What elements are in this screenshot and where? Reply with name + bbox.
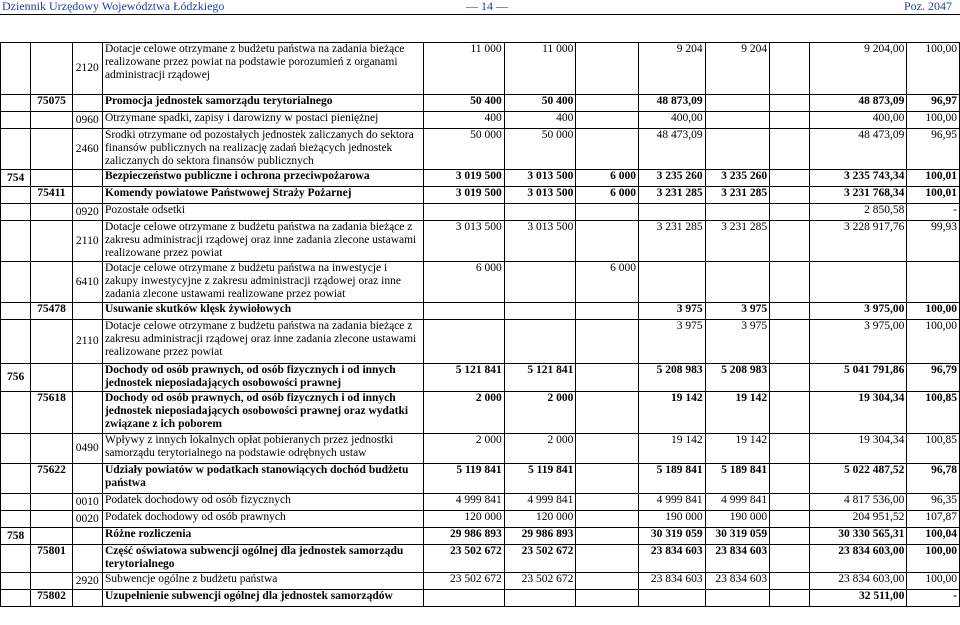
value-cell: 9 204 <box>638 43 705 95</box>
value-cell: 9 204,00 <box>809 43 907 95</box>
value-cell: 120 000 <box>504 511 576 528</box>
value-cell: 4 817 536,00 <box>809 494 907 511</box>
value-cell: 4 999 841 <box>638 494 705 511</box>
value-cell <box>705 590 770 607</box>
value-cell: 3 975 <box>705 320 770 364</box>
description-cell: Subwencje ogólne z budżetu państwa <box>102 573 423 590</box>
value-cell: 100,00 <box>907 43 960 95</box>
chapter-code <box>31 221 72 262</box>
paragraph-code: 0920 <box>72 204 102 221</box>
value-cell: 3 013 500 <box>423 221 504 262</box>
value-cell <box>576 494 639 511</box>
value-cell <box>705 112 770 129</box>
paragraph-code: 2110 <box>72 221 102 262</box>
chapter-code <box>31 573 72 590</box>
value-cell: 23 834 603 <box>638 545 705 573</box>
value-cell: 19 142 <box>638 434 705 464</box>
paragraph-code <box>72 392 102 434</box>
chapter-code <box>31 112 72 129</box>
table-row <box>1 112 960 129</box>
value-cell <box>504 303 576 320</box>
paragraph-code <box>72 545 102 573</box>
journal-title: Dziennik Urzędowy Województwa Łódzkiego <box>2 0 225 13</box>
table-row <box>1 528 960 545</box>
value-cell: 5 119 841 <box>504 464 576 494</box>
section-code <box>1 303 31 320</box>
value-cell: 48 873,09 <box>638 95 705 112</box>
value-cell <box>576 364 639 392</box>
table-row <box>1 392 960 434</box>
chapter-code: 75618 <box>31 392 72 434</box>
value-cell: 190 000 <box>638 511 705 528</box>
value-cell: 3 013 500 <box>504 187 576 204</box>
chapter-code <box>31 364 72 392</box>
chapter-code <box>31 434 72 464</box>
page-header <box>0 0 960 14</box>
description-cell: Dotacje celowe otrzymane z budżetu państwa na zadania bieżące realizowane przez powiat na podstawie porozumień z organami administracji rządowej <box>102 43 423 95</box>
value-cell: 6 000 <box>423 262 504 303</box>
value-cell: 96,79 <box>907 364 960 392</box>
section-code <box>1 434 31 464</box>
chapter-code <box>31 43 72 95</box>
value-cell: 19 142 <box>638 392 705 434</box>
value-cell: 50 000 <box>504 129 576 170</box>
paragraph-code: 2120 <box>72 43 102 95</box>
value-cell <box>576 573 639 590</box>
value-cell: 9 204 <box>705 43 770 95</box>
paragraph-code: 6410 <box>72 262 102 303</box>
value-cell: 6 000 <box>576 262 639 303</box>
value-cell <box>770 464 809 494</box>
description-cell: Dochody od osób prawnych, od osób fizycznych i od innych jednostek nieposiadających osobowości prawnej <box>102 364 423 392</box>
value-cell: 2 000 <box>423 434 504 464</box>
value-cell: 4 999 841 <box>705 494 770 511</box>
value-cell: 5 208 983 <box>638 364 705 392</box>
paragraph-code: 0010 <box>72 494 102 511</box>
value-cell: 50 000 <box>423 129 504 170</box>
description-cell: Otrzymane spadki, zapisy i darowizny w postaci pieniężnej <box>102 112 423 129</box>
value-cell: 100,00 <box>907 573 960 590</box>
description-cell: Podatek dochodowy od osób prawnych <box>102 511 423 528</box>
value-cell: 19 142 <box>705 434 770 464</box>
value-cell: 3 013 500 <box>504 221 576 262</box>
value-cell: 100,00 <box>907 112 960 129</box>
description-cell: Promocja jednostek samorządu terytorialnego <box>102 95 423 112</box>
value-cell <box>705 262 770 303</box>
value-cell: 5 022 487,52 <box>809 464 907 494</box>
paragraph-code <box>72 364 102 392</box>
value-cell: 2 000 <box>504 434 576 464</box>
paragraph-code <box>72 303 102 320</box>
table-row <box>1 545 960 573</box>
value-cell: 19 304,34 <box>809 434 907 464</box>
table-row <box>1 494 960 511</box>
value-cell <box>576 434 639 464</box>
value-cell <box>504 262 576 303</box>
value-cell: 30 319 059 <box>705 528 770 545</box>
value-cell: 3 235 260 <box>638 170 705 187</box>
description-cell: Wpływy z innych lokalnych opłat pobieranych przez jednostki samorządu terytorialnego na podstawie odrębnych ustaw <box>102 434 423 464</box>
paragraph-code: 0020 <box>72 511 102 528</box>
description-cell: Dotacje celowe otrzymane z budżetu państwa na zadania bieżące z zakresu administracji rządowej oraz inne zadania zlecone ustawami realizowane przez powiat <box>102 221 423 262</box>
description-cell: Różne rozliczenia <box>102 528 423 545</box>
section-code <box>1 129 31 170</box>
description-cell: Dotacje celowe otrzymane z budżetu państwa na zadania bieżące z zakresu administracji rządowej oraz inne zadania zlecone ustawami realizowane przez powiat <box>102 320 423 364</box>
chapter-code: 75075 <box>31 95 72 112</box>
chapter-code <box>31 204 72 221</box>
table-body <box>1 43 960 607</box>
chapter-code: 75411 <box>31 187 72 204</box>
paragraph-code <box>72 590 102 607</box>
section-code <box>1 221 31 262</box>
paragraph-code <box>72 95 102 112</box>
value-cell: 100,01 <box>907 170 960 187</box>
value-cell <box>770 392 809 434</box>
value-cell <box>770 204 809 221</box>
value-cell: 204 951,52 <box>809 511 907 528</box>
value-cell <box>770 129 809 170</box>
table-row <box>1 464 960 494</box>
value-cell: 3 231 768,34 <box>809 187 907 204</box>
value-cell <box>770 95 809 112</box>
value-cell: 23 502 672 <box>423 545 504 573</box>
value-cell: 5 121 841 <box>504 364 576 392</box>
section-code <box>1 187 31 204</box>
value-cell <box>770 545 809 573</box>
description-cell: Środki otrzymane od pozostałych jednostek zaliczanych do sektora finansów publicznych na realizację zadań bieżących jednostek zaliczanych do sektora finansów publicznych <box>102 129 423 170</box>
table-row <box>1 95 960 112</box>
value-cell <box>770 434 809 464</box>
paragraph-code: 2110 <box>72 320 102 364</box>
value-cell <box>576 392 639 434</box>
description-cell: Dotacje celowe otrzymane z budżetu państwa na inwestycje i zakupy inwestycyjne z zakresu administracji rządowej oraz inne zadania zlecone ustawami realizowane przez powiat <box>102 262 423 303</box>
value-cell: 4 999 841 <box>504 494 576 511</box>
table-row <box>1 364 960 392</box>
description-cell: Usuwanie skutków klęsk żywiołowych <box>102 303 423 320</box>
value-cell <box>770 590 809 607</box>
value-cell <box>576 590 639 607</box>
value-cell: 3 975,00 <box>809 303 907 320</box>
value-cell <box>576 221 639 262</box>
chapter-code: 75622 <box>31 464 72 494</box>
section-code: 754 <box>1 170 31 187</box>
section-code <box>1 464 31 494</box>
description-cell: Bezpieczeństwo publiczne i ochrona przeciwpożarowa <box>102 170 423 187</box>
section-code <box>1 262 31 303</box>
value-cell <box>770 528 809 545</box>
section-code <box>1 392 31 434</box>
value-cell <box>504 590 576 607</box>
value-cell: 4 999 841 <box>423 494 504 511</box>
page-number: — 14 — <box>466 0 508 13</box>
value-cell: 19 304,34 <box>809 392 907 434</box>
value-cell: 5 189 841 <box>638 464 705 494</box>
description-cell: Udziały powiatów w podatkach stanowiących dochód budżetu państwa <box>102 464 423 494</box>
section-code <box>1 494 31 511</box>
section-code: 758 <box>1 528 31 545</box>
value-cell <box>705 95 770 112</box>
value-cell <box>576 204 639 221</box>
section-code <box>1 590 31 607</box>
value-cell <box>638 262 705 303</box>
value-cell <box>576 303 639 320</box>
table-row <box>1 573 960 590</box>
table-row <box>1 170 960 187</box>
value-cell <box>638 590 705 607</box>
value-cell: 3 235 260 <box>705 170 770 187</box>
section-code <box>1 43 31 95</box>
value-cell <box>770 112 809 129</box>
budget-table <box>0 42 960 607</box>
value-cell <box>423 320 504 364</box>
table-row <box>1 204 960 221</box>
value-cell <box>770 170 809 187</box>
chapter-code <box>31 320 72 364</box>
value-cell <box>907 262 960 303</box>
value-cell: 23 834 603,00 <box>809 573 907 590</box>
value-cell: 100,00 <box>907 303 960 320</box>
value-cell <box>770 320 809 364</box>
value-cell: - <box>907 590 960 607</box>
value-cell: 3 231 285 <box>638 187 705 204</box>
value-cell: 23 502 672 <box>504 573 576 590</box>
value-cell: 48 873,09 <box>809 95 907 112</box>
section-code <box>1 95 31 112</box>
chapter-code <box>31 129 72 170</box>
value-cell <box>638 204 705 221</box>
value-cell: 400,00 <box>638 112 705 129</box>
value-cell: 3 231 285 <box>638 221 705 262</box>
chapter-code: 75801 <box>31 545 72 573</box>
value-cell: 3 235 743,34 <box>809 170 907 187</box>
value-cell <box>770 43 809 95</box>
value-cell: 3 231 285 <box>705 187 770 204</box>
value-cell <box>423 303 504 320</box>
value-cell: 32 511,00 <box>809 590 907 607</box>
position-number: Poz. 2047 <box>904 0 952 13</box>
value-cell: 30 319 059 <box>638 528 705 545</box>
table-row <box>1 129 960 170</box>
value-cell: 19 142 <box>705 392 770 434</box>
value-cell: 29 986 893 <box>504 528 576 545</box>
value-cell: 48 473,09 <box>809 129 907 170</box>
value-cell <box>504 204 576 221</box>
value-cell: 50 400 <box>504 95 576 112</box>
value-cell: 3 975 <box>638 303 705 320</box>
value-cell: 2 850,58 <box>809 204 907 221</box>
value-cell: 6 000 <box>576 187 639 204</box>
value-cell: 30 330 565,31 <box>809 528 907 545</box>
value-cell <box>809 262 907 303</box>
section-code: 756 <box>1 364 31 392</box>
value-cell: 23 834 603 <box>705 545 770 573</box>
value-cell: 96,78 <box>907 464 960 494</box>
table-row <box>1 187 960 204</box>
description-cell: Uzupełnienie subwencji ogólnej dla jednostek samorządów <box>102 590 423 607</box>
value-cell: 3 975,00 <box>809 320 907 364</box>
value-cell <box>576 511 639 528</box>
value-cell <box>576 129 639 170</box>
value-cell: 190 000 <box>705 511 770 528</box>
value-cell <box>770 511 809 528</box>
value-cell <box>705 129 770 170</box>
value-cell <box>576 545 639 573</box>
section-code <box>1 320 31 364</box>
value-cell: 100,00 <box>907 320 960 364</box>
paragraph-code: 2920 <box>72 573 102 590</box>
value-cell: 50 400 <box>423 95 504 112</box>
value-cell: 6 000 <box>576 170 639 187</box>
chapter-code <box>31 511 72 528</box>
value-cell: - <box>907 204 960 221</box>
value-cell <box>423 590 504 607</box>
paragraph-code <box>72 464 102 494</box>
value-cell <box>576 43 639 95</box>
section-code <box>1 573 31 590</box>
value-cell: 2 000 <box>504 392 576 434</box>
paragraph-code: 0490 <box>72 434 102 464</box>
value-cell: 5 189 841 <box>705 464 770 494</box>
value-cell: 5 208 983 <box>705 364 770 392</box>
value-cell <box>770 303 809 320</box>
table-row <box>1 262 960 303</box>
value-cell: 5 121 841 <box>423 364 504 392</box>
section-code <box>1 204 31 221</box>
value-cell: 23 502 672 <box>504 545 576 573</box>
value-cell: 100,85 <box>907 434 960 464</box>
value-cell: 400 <box>423 112 504 129</box>
value-cell: 3 975 <box>705 303 770 320</box>
value-cell: 400 <box>504 112 576 129</box>
value-cell: 5 041 791,86 <box>809 364 907 392</box>
description-cell: Pozostałe odsetki <box>102 204 423 221</box>
value-cell <box>770 221 809 262</box>
value-cell: 3 019 500 <box>423 170 504 187</box>
value-cell: 96,97 <box>907 95 960 112</box>
value-cell: 3 019 500 <box>423 187 504 204</box>
value-cell: 100,85 <box>907 392 960 434</box>
value-cell: 48 473,09 <box>638 129 705 170</box>
value-cell <box>504 320 576 364</box>
table-row <box>1 590 960 607</box>
value-cell: 96,35 <box>907 494 960 511</box>
section-code <box>1 511 31 528</box>
value-cell: 120 000 <box>423 511 504 528</box>
table-row <box>1 511 960 528</box>
chapter-code: 75478 <box>31 303 72 320</box>
value-cell: 100,04 <box>907 528 960 545</box>
paragraph-code <box>72 528 102 545</box>
value-cell <box>576 320 639 364</box>
value-cell: 100,00 <box>907 545 960 573</box>
value-cell: 99,93 <box>907 221 960 262</box>
value-cell <box>576 112 639 129</box>
value-cell <box>576 95 639 112</box>
value-cell: 96,95 <box>907 129 960 170</box>
value-cell <box>770 573 809 590</box>
value-cell: 3 228 917,76 <box>809 221 907 262</box>
value-cell <box>770 187 809 204</box>
description-cell: Podatek dochodowy od osób fizycznych <box>102 494 423 511</box>
table-row <box>1 43 960 95</box>
value-cell: 2 000 <box>423 392 504 434</box>
value-cell: 23 834 603 <box>638 573 705 590</box>
value-cell: 29 986 893 <box>423 528 504 545</box>
chapter-code <box>31 262 72 303</box>
value-cell <box>770 494 809 511</box>
table-row <box>1 303 960 320</box>
value-cell <box>770 262 809 303</box>
chapter-code: 75802 <box>31 590 72 607</box>
value-cell: 11 000 <box>504 43 576 95</box>
table-row <box>1 221 960 262</box>
chapter-code <box>31 170 72 187</box>
value-cell: 23 834 603 <box>705 573 770 590</box>
value-cell: 3 231 285 <box>705 221 770 262</box>
value-cell: 400,00 <box>809 112 907 129</box>
value-cell <box>423 204 504 221</box>
value-cell: 23 502 672 <box>423 573 504 590</box>
value-cell: 3 975 <box>638 320 705 364</box>
value-cell: 5 119 841 <box>423 464 504 494</box>
table-row <box>1 320 960 364</box>
value-cell <box>576 464 639 494</box>
description-cell: Część oświatowa subwencji ogólnej dla jednostek samorządu terytorialnego <box>102 545 423 573</box>
paragraph-code <box>72 187 102 204</box>
value-cell: 11 000 <box>423 43 504 95</box>
value-cell <box>576 528 639 545</box>
table-row <box>1 434 960 464</box>
value-cell: 3 013 500 <box>504 170 576 187</box>
header-divider <box>0 14 960 15</box>
description-cell: Dochody od osób prawnych, od osób fizycznych i od innych jednostek nieposiadających osobowości prawnej oraz wydatki związane z ich poborem <box>102 392 423 434</box>
value-cell <box>770 364 809 392</box>
chapter-code <box>31 528 72 545</box>
chapter-code <box>31 494 72 511</box>
value-cell: 100,01 <box>907 187 960 204</box>
section-code <box>1 545 31 573</box>
description-cell: Komendy powiatowe Państwowej Straży Pożarnej <box>102 187 423 204</box>
paragraph-code: 0960 <box>72 112 102 129</box>
section-code <box>1 112 31 129</box>
paragraph-code <box>72 170 102 187</box>
value-cell: 23 834 603,00 <box>809 545 907 573</box>
value-cell <box>705 204 770 221</box>
paragraph-code: 2460 <box>72 129 102 170</box>
value-cell: 107,87 <box>907 511 960 528</box>
